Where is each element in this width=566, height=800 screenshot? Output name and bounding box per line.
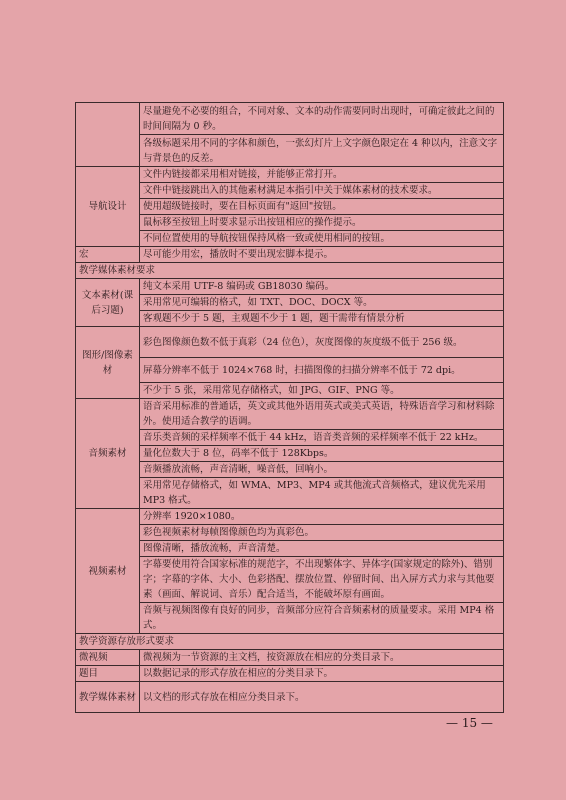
table-row	[76, 478, 504, 509]
requirement-cell: 使用超级链接时，要在目标页面有"返回"按钮。	[140, 199, 504, 215]
table-row	[76, 541, 504, 557]
requirement-cell: 尽量避免不必要的组合，不同对象、文本的动作需要同时出现时，可确定彼此之间的时间间隔为 0 秒。	[140, 103, 504, 135]
row-label-video: 视频素材	[76, 509, 140, 634]
section-title: 教学资源存放形式要求	[76, 634, 504, 650]
table-row	[76, 199, 504, 215]
section-title: 教学媒体素材要求	[76, 263, 504, 279]
requirement-cell: 以文档的形式存放在相应分类目录下。	[140, 682, 504, 713]
requirement-cell: 音乐类音频的采样频率不低于 44 kHz，语音类音频的采样频率不低于 22 kHz。	[140, 430, 504, 446]
table-row	[76, 135, 504, 167]
requirement-cell: 以数据记录的形式存放在相应的分类目录下。	[140, 666, 504, 682]
row-label	[76, 103, 140, 167]
table-row	[76, 446, 504, 462]
table-row	[76, 183, 504, 199]
table-row	[76, 215, 504, 231]
page-number: — 15 —	[446, 716, 493, 730]
requirement-cell: 各级标题采用不同的字体和颜色，一张幻灯片上文字颜色限定在 4 种以内，注意文字与背景色的反差。	[140, 135, 504, 167]
requirement-cell: 采用常见可编辑的格式，如 TXT、DOC、DOCX 等。	[140, 295, 504, 311]
requirement-cell: 图像清晰，播放流畅，声音清楚。	[140, 541, 504, 557]
row-label-text: 文本素材(课后习题)	[76, 279, 140, 327]
row-label-questions: 题目	[76, 666, 140, 682]
table-row	[76, 399, 504, 430]
requirement-cell: 音频播放流畅，声音清晰，噪音低，回响小。	[140, 462, 504, 478]
requirement-cell: 微视频为一节资源的主文档，按资源放在相应的分类目录下。	[140, 650, 504, 666]
requirement-cell: 文件内链接都采用相对链接，并能够正常打开。	[140, 167, 504, 183]
table-row	[76, 509, 504, 525]
requirement-cell: 分辨率 1920×1080。	[140, 509, 504, 525]
table-row	[76, 231, 504, 247]
table-row	[76, 430, 504, 446]
table-row	[76, 557, 504, 603]
requirement-cell: 尽可能少用宏，播放时不要出现宏脚本提示。	[140, 247, 504, 263]
requirement-cell: 不少于 5 张，采用常见存储格式，如 JPG、GIF、PNG 等。	[140, 383, 504, 399]
requirement-cell: 量化位数大于 8 位，码率不低于 128Kbps。	[140, 446, 504, 462]
requirement-cell: 音频与视频图像有良好的同步，音频部分应符合音频素材的质量要求。采用 MP4 格式。	[140, 603, 504, 634]
section-row	[76, 634, 504, 650]
table-row	[76, 295, 504, 311]
requirement-cell: 鼠标移至按钮上时要求显示出按钮相应的操作提示。	[140, 215, 504, 231]
requirement-cell: 彩色视频素材每帧图像颜色均为真彩色。	[140, 525, 504, 541]
section-row	[76, 263, 504, 279]
table-row	[76, 311, 504, 327]
table-row	[76, 603, 504, 634]
requirement-cell: 语音采用标准的普通话，英文或其他外语用英式或美式英语，特殊语音学习和材料除外。使用适合教学的语调。	[140, 399, 504, 430]
table-row	[76, 358, 504, 383]
table-row	[76, 682, 504, 713]
table-row	[76, 279, 504, 295]
table-row	[76, 462, 504, 478]
table-row	[76, 327, 504, 358]
table-row	[76, 383, 504, 399]
row-label-microvideo: 微视频	[76, 650, 140, 666]
row-label-macro: 宏	[76, 247, 140, 263]
requirement-cell: 不同位置使用的导航按钮保持风格一致或使用相同的按钮。	[140, 231, 504, 247]
requirement-cell: 纯文本采用 UTF-8 编码或 GB18030 编码。	[140, 279, 504, 295]
requirements-table	[75, 102, 504, 713]
row-label-audio: 音频素材	[76, 399, 140, 509]
table-row	[76, 666, 504, 682]
table-row	[76, 525, 504, 541]
row-label-media: 教学媒体素材	[76, 682, 140, 713]
requirement-cell: 彩色图像颜色数不低于真彩（24 位色），灰度图像的灰度级不低于 256 级。	[140, 327, 504, 358]
requirement-cell: 文件中链接跳出入的其他素材满足本指引中关于媒体素材的技术要求。	[140, 183, 504, 199]
requirement-cell: 字幕要使用符合国家标准的规范字，不出现繁体字、异体字(国家规定的除外)、错别字；字幕的字体、大小、色彩搭配、摆放位置、停留时间、出入屏方式力求与其他要素（画面、解说词、音乐）配合适当，不能破坏原有画面。	[140, 557, 504, 603]
table-row	[76, 167, 504, 183]
table-row	[76, 247, 504, 263]
table-row	[76, 650, 504, 666]
requirement-cell: 客观题不少于 5 题，主观题不少于 1 题，题干需带有情景分析	[140, 311, 504, 327]
table-row	[76, 103, 504, 135]
row-label-navigation: 导航设计	[76, 167, 140, 247]
requirement-cell: 屏幕分辨率不低于 1024×768 时，扫描图像的扫描分辨率不低于 72 dpi。	[140, 358, 504, 383]
requirement-cell: 采用常见存储格式，如 WMA、MP3、MP4 或其他流式音频格式，建议优先采用 MP3 格式。	[140, 478, 504, 509]
row-label-image: 图形/图像素材	[76, 327, 140, 399]
